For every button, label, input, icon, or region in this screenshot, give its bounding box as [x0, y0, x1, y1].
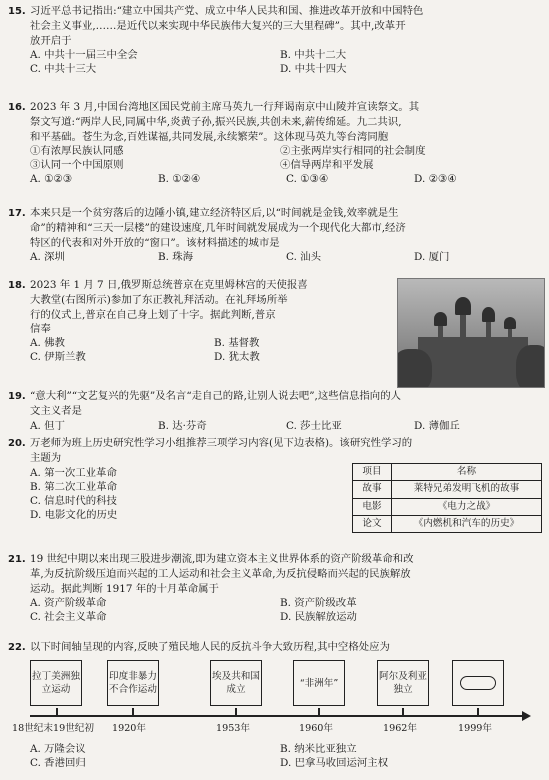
tree — [397, 349, 432, 388]
timeline-date: 1999年 — [458, 723, 493, 734]
option-b[interactable]: B. 纳米比亚独立 — [280, 743, 357, 755]
question-text: 主题为 — [30, 452, 62, 465]
question-15 — [8, 4, 542, 76]
question-number: 20. — [8, 438, 26, 449]
option-b[interactable]: B. 资产阶级改革 — [280, 596, 357, 609]
timeline — [12, 660, 542, 740]
timeline-arrow — [522, 711, 531, 721]
statement-1: ①有浓厚民族认同感 — [30, 144, 124, 157]
options — [8, 172, 542, 186]
table-row — [353, 481, 542, 498]
cathedral-wall — [418, 337, 528, 387]
cathedral-photo — [397, 278, 545, 388]
option-b[interactable]: B. 达·芬奇 — [158, 419, 207, 432]
option-d[interactable]: D. 犹太教 — [214, 351, 260, 364]
timeline-tick — [132, 708, 134, 716]
statement-2: ②主张两岸实行相同的社会制度 — [280, 144, 426, 157]
option-c[interactable]: C. 香港回归 — [30, 757, 86, 770]
question-22 — [8, 640, 542, 655]
research-table — [352, 463, 542, 533]
option-b[interactable]: B. 基督教 — [214, 337, 260, 350]
question-text: 以下时间轴呈现的内容,反映了殖民地人民的反抗斗争大致历程,其中空格处应为 — [30, 641, 390, 653]
question-text: 文主义者是 — [30, 405, 82, 418]
option-b[interactable]: B. ①②④ — [158, 173, 201, 186]
question-text: 大教堂(右图所示)参加了东正教礼拜活动。在礼拜场所举 — [30, 294, 288, 307]
question-text: 和平基础。苍生为念,百姓谋福,共同发展,永续繁荣”。这体现马英九等台湾同胞 — [30, 130, 389, 143]
question-text: 放开启于 — [30, 34, 72, 47]
tree — [516, 345, 545, 388]
question-text: 社会主义事业,……是近代以来实现中华民族伟大复兴的三大里程碑”。其中,改革开 — [30, 20, 406, 33]
dome — [482, 307, 495, 322]
timeline-date: 1953年 — [216, 723, 251, 734]
table-cell: 《内燃机和汽车的历史》 — [392, 515, 542, 532]
question-text: 19 世纪中期以来出现三股进步潮流,即为建立资本主义世界体系的资产阶级革命和改 — [30, 553, 414, 565]
timeline-tick — [318, 708, 320, 716]
question-text: 本来只是一个贫穷落后的边陲小镇,建立经济特区后,以“时间就是金钱,效率就是生 — [30, 207, 399, 219]
question-text: 2023 年 1 月 7 日,俄罗斯总统普京在克里姆林宫的天使报喜 — [30, 279, 308, 291]
option-d[interactable]: D. 巴拿马收回运河主权 — [280, 757, 389, 770]
timeline-event-box — [293, 660, 345, 706]
option-d[interactable]: D. ②③④ — [414, 173, 457, 186]
question-text: 祭文写道:“两岸人民,同属中华,炎黄子孙,振兴民族,共创未来,薪传绵延。九二共识, — [30, 116, 402, 129]
table-cell: 莱特兄弟发明飞机的故事 — [392, 481, 542, 498]
timeline-date: 1962年 — [383, 723, 418, 734]
question-text: 行的仪式上,普京在自己身上划了十字。据此判断,普京 — [30, 308, 276, 321]
answer-blank[interactable] — [460, 676, 496, 690]
timeline-date: 1920年 — [112, 723, 147, 734]
question-number: 15. — [8, 6, 26, 17]
table-cell: 电影 — [353, 498, 392, 515]
option-c[interactable]: C. 莎士比亚 — [286, 419, 342, 432]
question-number: 18. — [8, 280, 26, 291]
timeline-event-label: 拉丁美洲独立运动 — [32, 671, 80, 695]
question-text: 运动。据此判断 1917 年的十月革命属于 — [30, 582, 219, 595]
option-d[interactable]: D. 中共十四大 — [280, 63, 347, 76]
question-text: “意大利”“文艺复兴的先驱”及名言“走自己的路,让别人说去吧”,这些信息指向的人 — [30, 390, 401, 402]
timeline-tick — [56, 708, 58, 716]
option-b[interactable]: B. 第二次工业革命 — [30, 480, 117, 493]
table-header-row — [353, 464, 542, 481]
option-a[interactable]: A. 第一次工业革命 — [30, 466, 117, 479]
options — [8, 742, 542, 771]
statement-3: ③认同一个中国原则 — [30, 159, 124, 172]
question-number: 19. — [8, 391, 26, 402]
question-17 — [8, 206, 542, 264]
timeline-event-box — [30, 660, 82, 706]
option-b[interactable]: B. 中共十二大 — [280, 48, 347, 61]
timeline-event-box — [107, 660, 159, 706]
option-a[interactable]: A. 万隆会议 — [30, 743, 86, 755]
table-row — [353, 515, 542, 532]
question-21 — [8, 552, 542, 624]
question-19 — [8, 389, 542, 433]
option-a[interactable]: A. 但丁 — [30, 419, 65, 432]
timeline-event-label: 阿尔及利亚独立 — [379, 671, 427, 695]
timeline-axis — [30, 715, 525, 717]
question-number: 21. — [8, 554, 26, 565]
question-22-options — [8, 742, 542, 771]
option-c[interactable]: C. 信息时代的科技 — [30, 495, 117, 508]
options — [8, 48, 542, 77]
statement-4: ④信导两岸和平发展 — [280, 159, 374, 172]
options — [8, 596, 542, 625]
option-a[interactable]: A. 佛教 — [30, 337, 65, 350]
table-cell: 论文 — [353, 515, 392, 532]
options — [8, 336, 398, 365]
question-text: 万老师为班上历史研究性学习小组推荐三项学习内容(见下边表格)。该研究性学习的 — [30, 437, 413, 449]
table-row — [353, 498, 542, 515]
option-d[interactable]: D. 电影文化的历史 — [30, 509, 118, 522]
option-a[interactable]: A. ①②③ — [30, 173, 73, 186]
question-number: 16. — [8, 102, 26, 113]
option-a[interactable]: A. 中共十一届三中全会 — [30, 48, 138, 61]
statement-list — [8, 144, 542, 173]
timeline-event-label: 埃及共和国成立 — [212, 671, 260, 695]
question-text: 信奉 — [30, 322, 51, 335]
option-c[interactable]: C. 社会主义革命 — [30, 611, 107, 624]
table-cell: 故事 — [353, 481, 392, 498]
question-text: 特区的代表和对外开放的“窗口”。该材料描述的城市是 — [30, 236, 280, 249]
option-c[interactable]: C. 伊斯兰教 — [30, 351, 86, 364]
timeline-event-box — [210, 660, 262, 706]
question-number: 22. — [8, 642, 26, 653]
table-cell: 《电力之战》 — [392, 498, 542, 515]
options — [8, 419, 542, 433]
timeline-event-label: “非洲年” — [299, 677, 339, 689]
timeline-tick — [235, 708, 237, 716]
option-a[interactable]: A. 深圳 — [30, 250, 65, 263]
question-text: 革,为反抗阶级压迫而兴起的工人运动和社会主义革命,为反抗侵略而兴起的民族解放 — [30, 568, 411, 581]
timeline-event-box — [377, 660, 429, 706]
question-18 — [8, 278, 398, 365]
question-number: 17. — [8, 208, 26, 219]
timeline-date: 1960年 — [299, 723, 334, 734]
options — [8, 250, 542, 264]
option-a[interactable]: A. 资产阶级革命 — [30, 596, 107, 609]
timeline-date: 18世纪末19世纪初 — [12, 723, 94, 734]
table-header: 项目 — [353, 464, 392, 481]
option-d[interactable]: D. 薄伽丘 — [414, 419, 460, 432]
option-d[interactable]: D. 厦门 — [414, 250, 450, 263]
option-c[interactable]: C. 中共十三大 — [30, 63, 97, 76]
option-c[interactable]: C. ①③④ — [286, 173, 329, 186]
dome — [434, 312, 447, 326]
timeline-event-label: 印度非暴力不合作运动 — [109, 671, 157, 695]
question-16 — [8, 100, 542, 187]
timeline-tick — [402, 708, 404, 716]
option-b[interactable]: B. 珠海 — [158, 250, 194, 263]
timeline-blank-box — [452, 660, 504, 706]
option-c[interactable]: C. 汕头 — [286, 250, 321, 263]
table-header: 名称 — [392, 464, 542, 481]
option-d[interactable]: D. 民族解放运动 — [280, 611, 357, 624]
question-text: 习近平总书记指出:“建立中国共产党、成立中华人民共和国、推进改革开放和中国特色 — [30, 5, 424, 17]
question-text: 2023 年 3 月,中国台湾地区国民党前主席马英九一行拜谒南京中山陵并宣读祭文。其 — [30, 101, 420, 113]
question-text: 命”的精神和“三天一层楼”的建设速度,几年时间就发展成为一个现代化大都市,经济 — [30, 222, 406, 235]
timeline-tick — [477, 708, 479, 716]
dome — [455, 297, 471, 315]
dome — [504, 317, 516, 329]
